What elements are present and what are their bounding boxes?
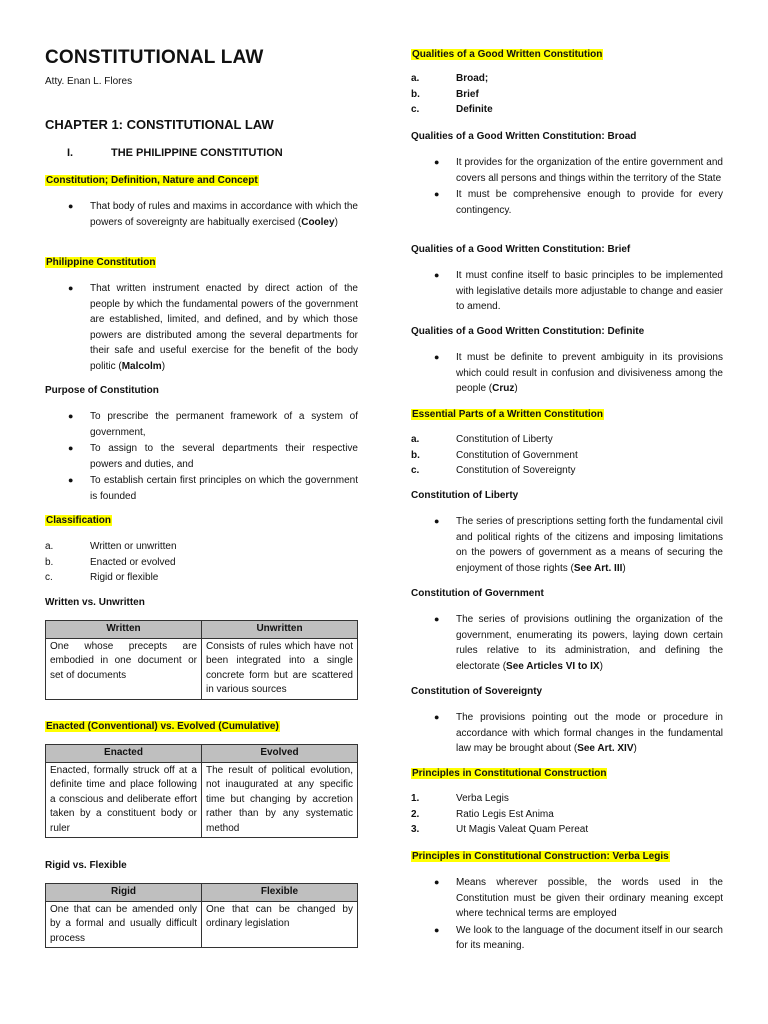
list-item: 2. Ratio Legis Est Anima [411, 808, 554, 820]
table-header-row [46, 621, 358, 639]
enacted-vs-heading: Enacted (Conventional) vs. Evolved (Cumulative) [46, 721, 279, 732]
table-header: Enacted [46, 745, 202, 763]
author-line: Atty. Enan L. Flores [45, 76, 133, 87]
list-item: a. Constitution of Liberty [411, 434, 553, 445]
list-item: ● We look to the language of the document itself in our search for its meaning. [434, 924, 723, 951]
bullet-icon: ● [434, 877, 440, 887]
rigid-vs-heading: Rigid vs. Flexible [45, 860, 127, 871]
classification-heading: Classification [46, 515, 112, 526]
table-row [46, 762, 358, 838]
definite-list [434, 350, 723, 398]
liberty-heading: Constitution of Liberty [411, 490, 519, 501]
bullet-icon: ● [68, 475, 74, 485]
list-item: ● The series of provisions outlining the organization of the government, enumerating its powers, laying down certain rules relative to its administration, and defining the electorate (See Articles VI to IX) [434, 614, 723, 672]
written-vs-heading: Written vs. Unwritten [45, 597, 145, 608]
liberty-list [434, 514, 723, 577]
list-item: ● That body of rules and maxims in accordance with which the powers of sovereignty are habitually exercised (Cooley) [68, 201, 358, 228]
bullet-icon: ● [434, 157, 440, 167]
bullet-icon: ● [434, 352, 440, 362]
government-heading: Constitution of Government [411, 588, 544, 599]
list-item: ● That written instrument enacted by direct action of the people by which the fundamental powers of the government are established, limited, and defined, and by which those powers are distributed among the several departments for their safe and useful exercise for the benefit of the body politic (Malcolm) [68, 283, 358, 372]
philippine-list [68, 281, 358, 375]
list-item: c. Definite [411, 104, 493, 115]
table-cell: The result of political evolution, not inaugurated at any specific time but changing by accretion rather than by any systematic method [202, 762, 358, 838]
sovereignty-heading: Constitution of Sovereignty [411, 686, 543, 697]
purpose-list [68, 409, 358, 505]
table-cell: One that can be changed by ordinary legislation [202, 901, 358, 948]
list-item: ● Means wherever possible, the words used in the Constitution must be given their ordinary meaning except where technical terms are employed [434, 877, 723, 919]
essential-heading: Essential Parts of a Written Constitution [412, 409, 603, 420]
table-header: Evolved [202, 745, 358, 763]
table-header-row [46, 884, 358, 902]
broad-heading: Qualities of a Good Written Constitution: Broad [411, 131, 637, 142]
list-item: ● To prescribe the permanent framework of a system of government, [68, 411, 358, 438]
definition-heading: Constitution; Definition, Nature and Concept [46, 175, 258, 186]
list-item: ● To assign to the several departments their respective powers and duties, and [68, 443, 358, 470]
list-item: a. Broad; [411, 73, 489, 84]
bullet-icon: ● [434, 189, 440, 199]
qualities-list [411, 71, 723, 118]
written-vs-table [45, 620, 358, 700]
table-cell: One whose precepts are embodied in one document or set of documents [46, 638, 202, 699]
chapter-heading: CHAPTER 1: CONSTITUTIONAL LAW [45, 117, 274, 132]
bullet-icon: ● [68, 411, 74, 421]
definite-heading: Qualities of a Good Written Constitution: Definite [411, 326, 645, 337]
table-cell: Enacted, formally struck off at a definite time and place following a conscious and deliberate effort taken by a constituent body or ruler [46, 762, 202, 838]
purpose-heading: Purpose of Constitution [45, 385, 159, 396]
document-title: CONSTITUTIONAL LAW [45, 47, 264, 68]
table-header: Unwritten [202, 621, 358, 639]
table-header: Flexible [202, 884, 358, 902]
list-item: 3. Ut Magis Valeat Quam Pereat [411, 824, 589, 835]
brief-heading: Qualities of a Good Written Constitution: Brief [411, 244, 631, 255]
table-cell: One that can be amended only by a formal and usually difficult process [46, 901, 202, 948]
table-header: Rigid [46, 884, 202, 902]
bullet-icon: ● [434, 924, 440, 935]
table-cell: Consists of rules which have not been integrated into a single concrete form but are scattered in various sources [202, 638, 358, 699]
principles-list [411, 791, 723, 838]
verba-heading: Principles in Constitutional Construction: Verba Legis [412, 851, 669, 862]
list-item: b. Brief [411, 88, 479, 100]
classification-list [45, 539, 358, 586]
verba-list [434, 875, 723, 955]
section-title: THE PHILIPPINE CONSTITUTION [111, 147, 283, 159]
qualities-heading: Qualities of a Good Written Constitution [412, 49, 603, 60]
brief-list [434, 268, 723, 316]
table-row [46, 638, 358, 699]
bullet-icon: ● [68, 201, 74, 211]
bullet-icon: ● [68, 443, 74, 453]
bullet-icon: ● [434, 516, 440, 526]
list-item: b. Constitution of Government [411, 449, 578, 461]
list-item: ● It provides for the organization of the entire government and covers all persons and things within the territory of the State [434, 157, 723, 184]
government-list [434, 612, 723, 675]
table-header: Written [46, 621, 202, 639]
list-item: ● The series of prescriptions setting forth the fundamental civil and political rights of the citizens and imposing limitations on the powers of government as a means of securing the enjoyment of those rights (See Art. III) [434, 516, 723, 574]
list-item: a. Written or unwritten [45, 541, 177, 552]
enacted-vs-table [45, 744, 358, 838]
table-header-row [46, 745, 358, 763]
list-item: c. Rigid or flexible [45, 572, 159, 583]
list-item: c. Constitution of Sovereignty [411, 465, 576, 476]
bullet-icon: ● [434, 270, 440, 280]
bullet-icon: ● [434, 712, 440, 722]
list-item: ● It must be comprehensive enough to provide for every contingency. [434, 189, 723, 216]
philippine-heading: Philippine Constitution [46, 257, 156, 268]
essential-list [411, 432, 723, 479]
principles-heading: Principles in Constitutional Construction [412, 768, 607, 779]
bullet-icon: ● [68, 283, 74, 293]
list-item: ● To establish certain first principles on which the government is founded [68, 475, 358, 502]
list-item: b. Enacted or evolved [45, 556, 176, 568]
sovereignty-list [434, 710, 723, 758]
section-heading [45, 146, 358, 162]
list-item: ● It must confine itself to basic principles to be implemented with legislative details more adjustable to change and easier to amend. [434, 270, 723, 312]
list-item: 1. Verba Legis [411, 793, 509, 804]
broad-list [434, 155, 723, 219]
section-number: I. [67, 147, 74, 159]
definition-list [68, 199, 358, 231]
rigid-vs-table [45, 883, 358, 948]
list-item: ● It must be definite to prevent ambiguity in its provisions which could result in confusion and divisiveness among the people (Cruz) [434, 352, 723, 394]
table-row [46, 901, 358, 948]
bullet-icon: ● [434, 614, 440, 624]
list-item: ● The provisions pointing out the mode or procedure in accordance with which formal changes in the fundamental law may be brought about (See Art. XIV) [434, 712, 723, 754]
